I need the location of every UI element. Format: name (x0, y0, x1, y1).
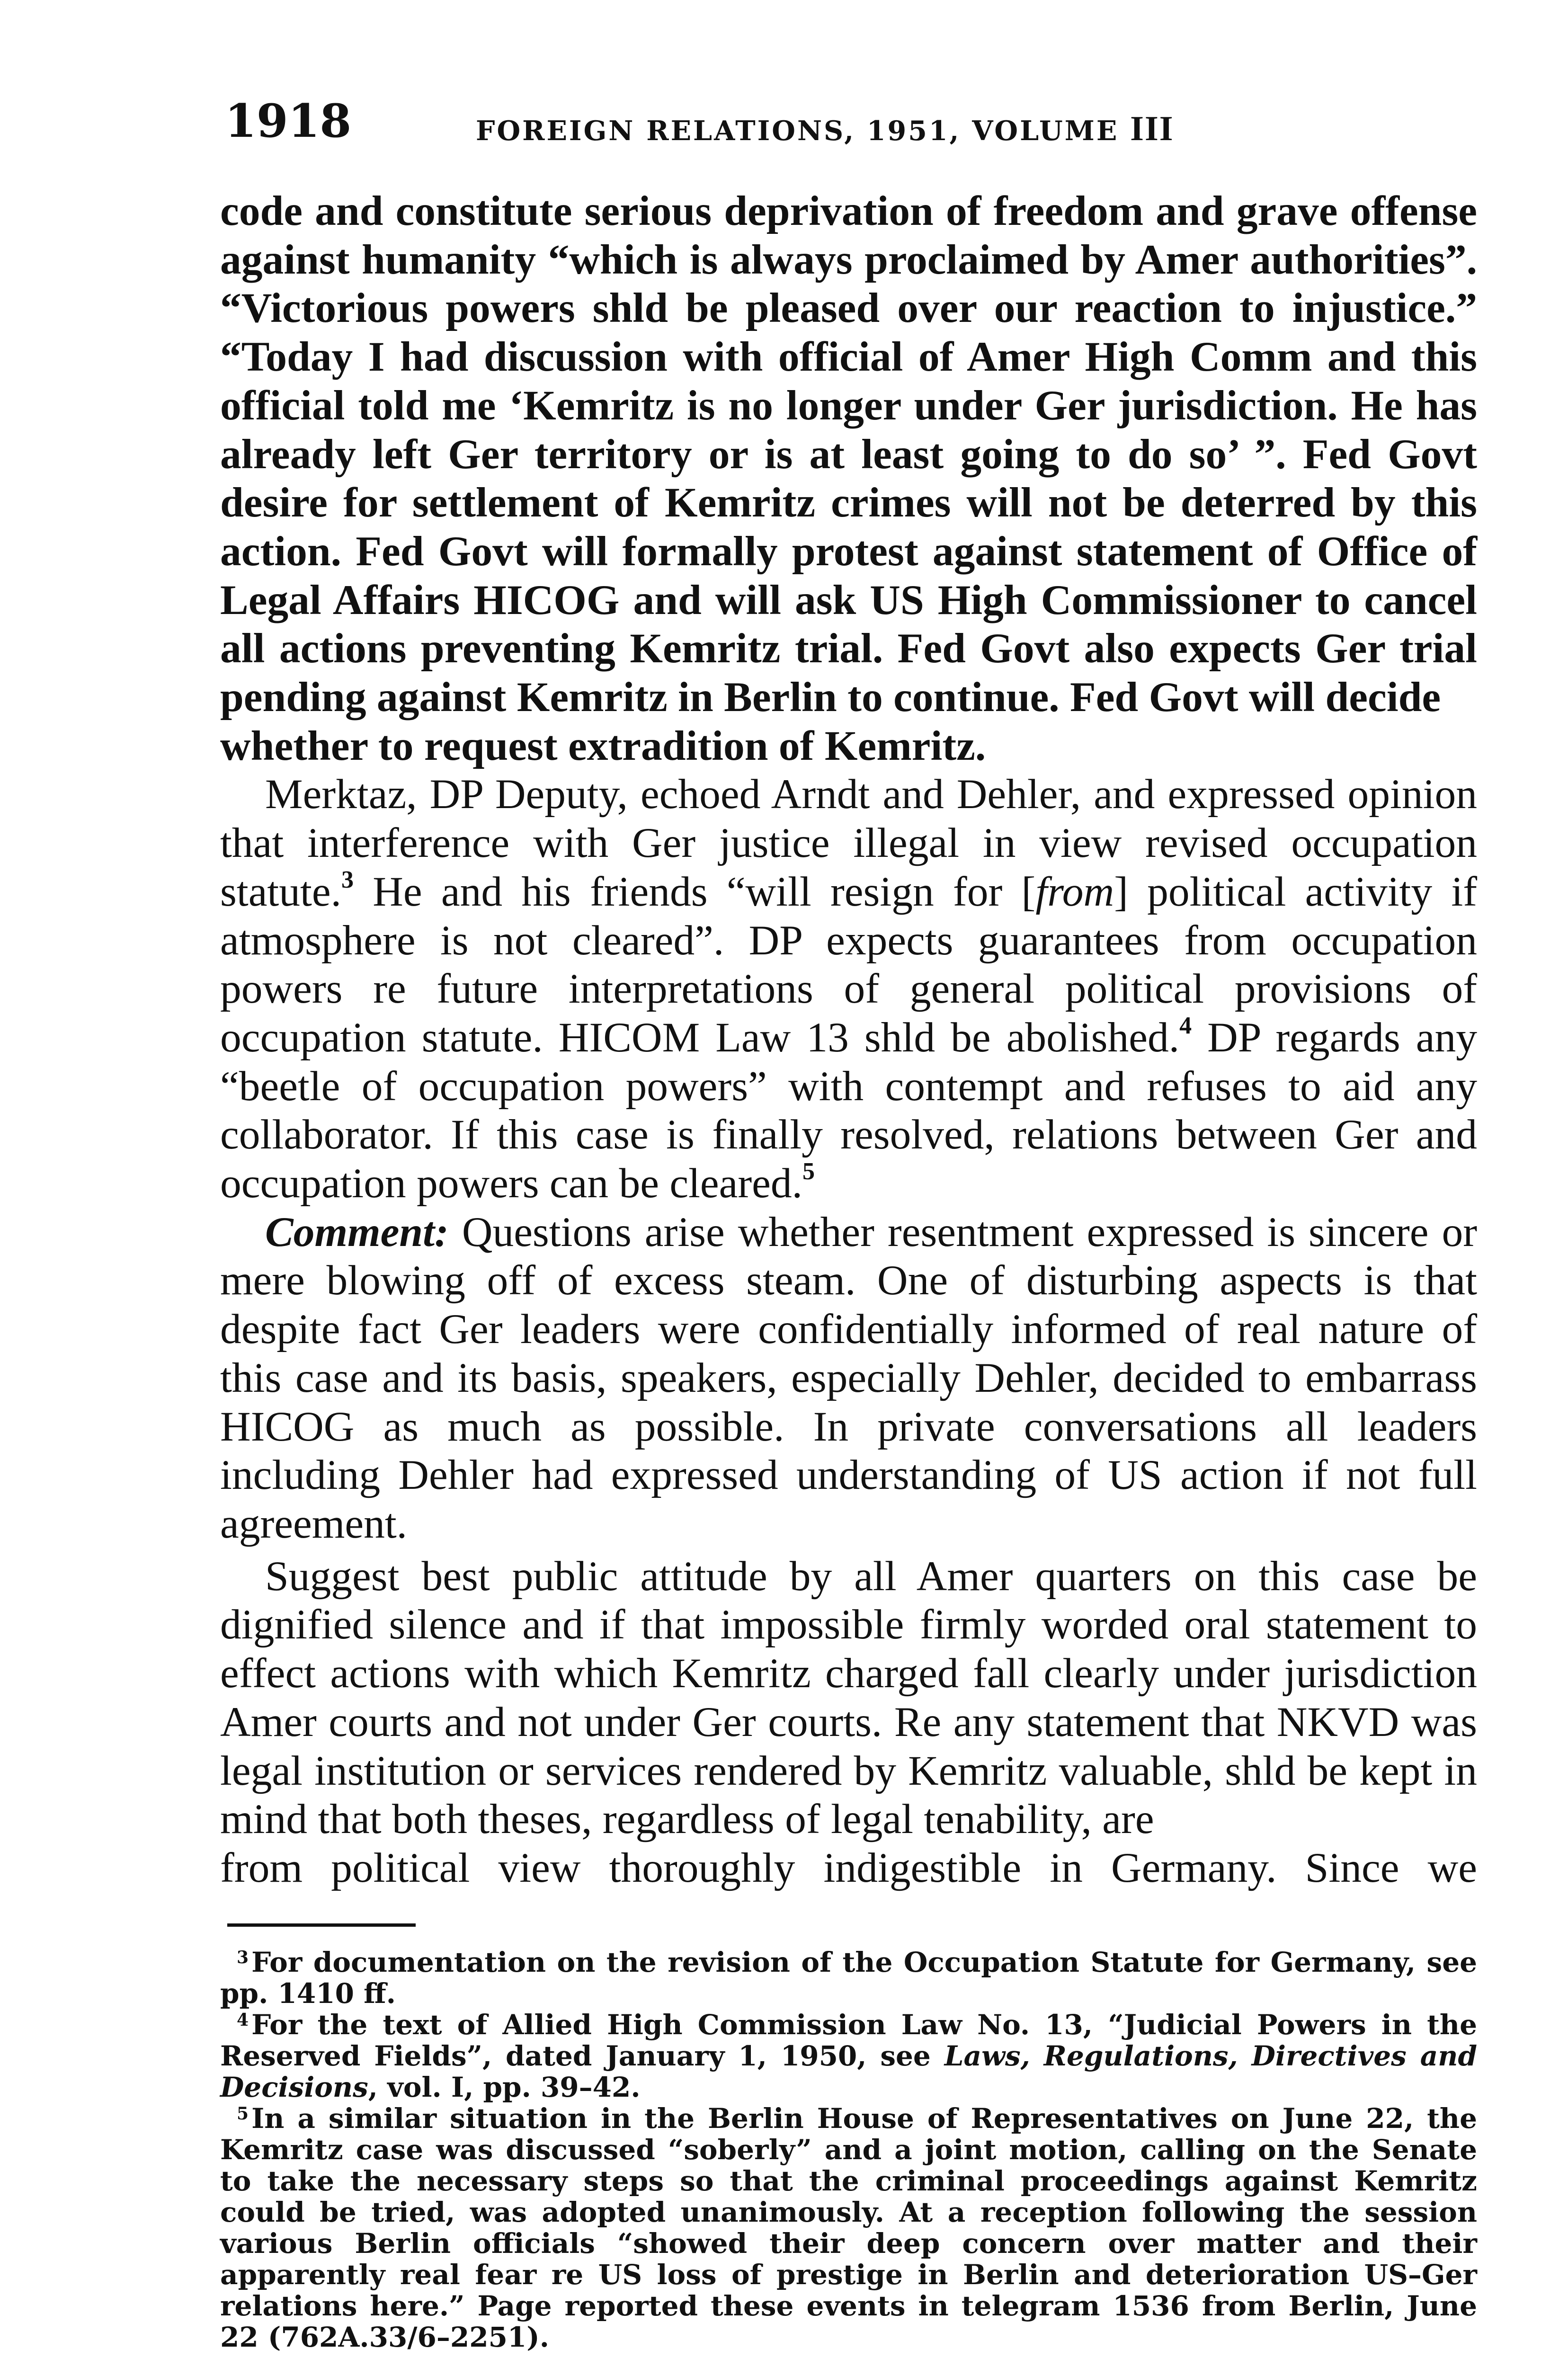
footnote-5-mark: 5 (237, 2104, 249, 2124)
paragraph-1-text: code and constitute serious deprivation of freedom and grave offense against humanity “which is always proclaimed by Amer authorities”. “Victorious powers shld be pleased over our reaction to injustice.” “Today I had discussion with official of Amer High Comm and this official told me ‘Kemritz is no longer under Ger jurisdiction. He has already left Ger territory or is at least going to do so’ ”. Fed Govt desire for settlement of Kemritz crimes will not be deterred by this action. Fed Govt will formally protest against statement of Office of Legal Affairs HICOG and will ask US High Commissioner to cancel all actions preventing Kemritz trial. Fed Govt also expects Ger trial pending against Kemritz in Berlin to continue. Fed Govt will decide (220, 187, 1477, 721)
volume-numeral: III (1130, 109, 1174, 148)
footnote-ref-4: 4 (1179, 1012, 1192, 1039)
running-head (476, 111, 1174, 146)
footnote-4-title: Laws, Regulations, Directives and Decisions (220, 2040, 1477, 2103)
footnotes (220, 1947, 1477, 2353)
paragraph-4-text: Suggest best public attitude by all Amer quarters on this case be dignified silence and if that impossible firmly worded oral statement to effect actions with which Kemritz charged fall clearly under jurisdiction Amer courts and not under Ger courts. Re any statement that NKVD was legal institution or services rendered by Kemritz valuable, shld be kept in mind that both theses, regardless of legal tenability, are (220, 1552, 1477, 1843)
footnote-3-text: For documentation on the revision of the Occupation Statute for Germany, see pp. 1410 ff. (220, 1946, 1477, 2010)
footnote-3-mark: 3 (237, 1948, 249, 1967)
paragraph-3-text: Questions arise whether resentment expressed is sincere or mere blowing off of excess steam. One of disturbing aspects is that despite fact Ger leaders were confidentially informed of real nature of this case and its basis, speakers, especially Dehler, decided to embarrass HICOG as much as possible. In private conversations all leaders including Dehler had expressed understanding of US action if not full agreement. (220, 1208, 1477, 1547)
footnote-rule (227, 1923, 416, 1927)
paragraph-2-text-c: ] political activity if atmosphere is not cleared”. DP expects guarantees from occupation powers re future interpretations of general political provisions of occupation statute. HICOM Law 13 shld be abolished. (220, 868, 1477, 1061)
footnote-ref-5: 5 (802, 1158, 815, 1185)
paragraph-continued (220, 187, 1477, 770)
paragraph-suggest (220, 1552, 1477, 1844)
comment-label: Comment: (265, 1208, 449, 1255)
footnote-4 (220, 2009, 1477, 2103)
paragraph-2-text-d: DP regards any “beetle of occupation powers” with contempt and refuses to aid any collaborator. If this case is finally resolved, relations between Ger and occupation powers can be cleared. (220, 1014, 1478, 1207)
paragraph-merktaz (220, 770, 1477, 1208)
footnote-5-text: In a similar situation in the Berlin House of Representatives on June 22, the Kemritz case was discussed “soberly” and a joint motion, calling on the Senate to take the necessary steps so that the criminal proceedings against Kemritz could be tried, was adopted unanimously. At a reception following the session various Berlin officials “showed their deep concern over matter and their apparently real fear re US loss of prestige in Berlin and deterioration US–Ger relations here.” Page reported these events in telegram 1536 from Berlin, June 22 (762A.33/6–2251). (220, 2102, 1477, 2353)
footnote-5 (220, 2103, 1477, 2353)
footnote-4-text-a: For the text of Allied High Commission Law No. 13, “Judicial Powers in the Reserved Fields”, dated January 1, 1950, see (220, 2009, 1477, 2072)
body-text (220, 187, 1477, 1893)
bracketed-insertion: from (1035, 868, 1114, 915)
footnote-4-mark: 4 (237, 2010, 249, 2030)
paragraph-comment (220, 1208, 1477, 1548)
paragraph-2-text-b: He and his friends “will resign for [ (354, 868, 1036, 915)
paragraph-2-text-a: Merktaz, DP Deputy, echoed Arndt and Dehler, and expressed opinion that interference with Ger justice illegal in view revised occupation statute. (220, 771, 1477, 915)
footnote-ref-3: 3 (341, 866, 354, 893)
paragraph-1-last-line: whether to request extradition of Kemritz. (220, 722, 986, 769)
page-number: 1918 (225, 94, 352, 148)
running-title: FOREIGN RELATIONS, 1951, VOLUME (476, 115, 1119, 147)
footnote-3 (220, 1947, 1477, 2009)
paragraph-4-last-line: from political view thoroughly indigestible in Germany. Since we (220, 1844, 1477, 1891)
footnote-4-text-b: , vol. I, pp. 39–42. (368, 2071, 641, 2103)
